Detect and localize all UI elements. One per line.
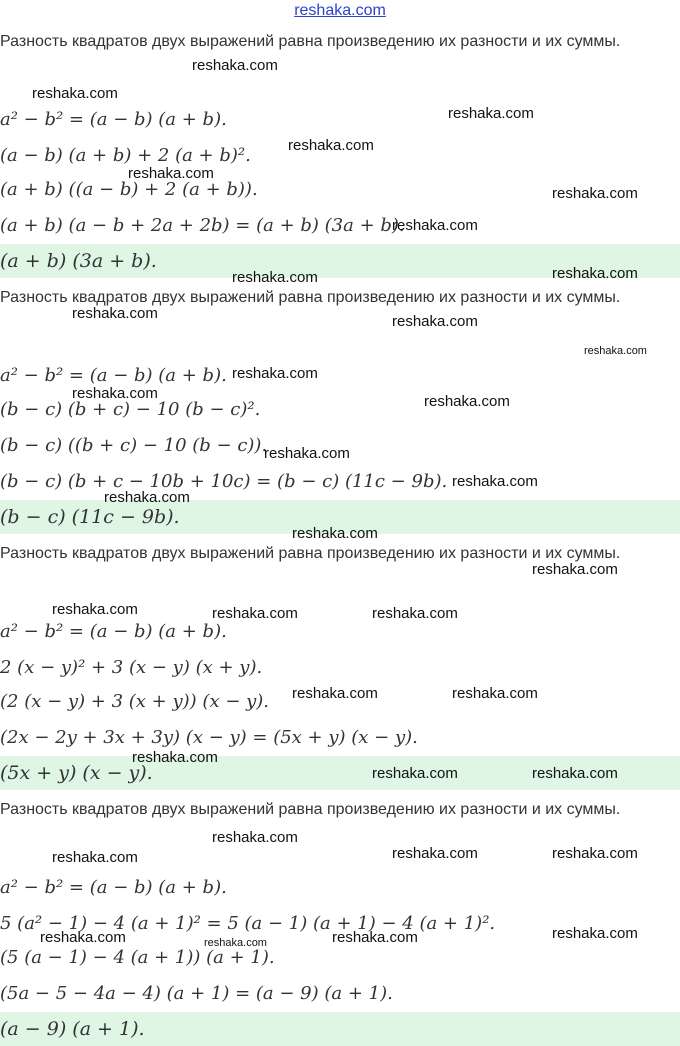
- section-3-line-4: (2x − 2y + 3x + 3y) (x − y) = (5x + y) (x − y).: [0, 727, 418, 748]
- watermark: reshaka.com: [584, 345, 647, 357]
- section-4-line-4: (5a − 5 − 4a − 4) (a + 1) = (a − 9) (a + 1).: [0, 983, 393, 1004]
- watermark: reshaka.com: [52, 601, 138, 618]
- watermark: reshaka.com: [32, 85, 118, 102]
- section-4-answer: (a − 9) (a + 1).: [0, 1012, 680, 1046]
- watermark: reshaka.com: [292, 525, 378, 542]
- watermark: reshaka.com: [372, 605, 458, 622]
- section-1-line-2: (a − b) (a + b) + 2 (a + b)².: [0, 145, 251, 166]
- watermark: reshaka.com: [52, 849, 138, 866]
- watermark: reshaka.com: [292, 685, 378, 702]
- section-4-line-3: (5 (a − 1) − 4 (a + 1)) (a + 1).: [0, 947, 275, 968]
- watermark: reshaka.com: [532, 765, 618, 782]
- watermark: reshaka.com: [212, 829, 298, 846]
- section-4-intro: Разность квадратов двух выражений равна произведению их разности и их суммы.: [0, 801, 621, 818]
- watermark: reshaka.com: [332, 929, 418, 946]
- watermark: reshaka.com: [72, 385, 158, 402]
- watermark: reshaka.com: [204, 937, 267, 949]
- section-4-line-1: a² − b² = (a − b) (a + b).: [0, 877, 227, 898]
- section-3-answer: (5x + y) (x − y).: [0, 756, 680, 790]
- section-1-answer: (a + b) (3a + b).: [0, 244, 680, 278]
- section-2-answer: (b − c) (11c − 9b).: [0, 500, 680, 534]
- watermark: reshaka.com: [392, 217, 478, 234]
- section-2-line-3: (b − c) ((b + c) − 10 (b − c)).: [0, 435, 268, 456]
- watermark: reshaka.com: [72, 305, 158, 322]
- watermark: reshaka.com: [104, 489, 190, 506]
- section-3-line-2: 2 (x − y)² + 3 (x − y) (x + y).: [0, 657, 263, 678]
- section-2-intro: Разность квадратов двух выражений равна произведению их разности и их суммы.: [0, 289, 621, 306]
- section-2-line-1: a² − b² = (a − b) (a + b).: [0, 365, 227, 386]
- section-3-line-3: (2 (x − y) + 3 (x + y)) (x − y).: [0, 691, 270, 712]
- section-4-line-2: 5 (a² − 1) − 4 (a + 1)² = 5 (a − 1) (a + 1) − 4 (a + 1)².: [0, 913, 496, 934]
- section-3-line-1: a² − b² = (a − b) (a + b).: [0, 621, 227, 642]
- watermark: reshaka.com: [392, 845, 478, 862]
- watermark: reshaka.com: [128, 165, 214, 182]
- watermark: reshaka.com: [552, 265, 638, 282]
- watermark: reshaka.com: [132, 749, 218, 766]
- watermark: reshaka.com: [372, 765, 458, 782]
- watermark: reshaka.com: [232, 365, 318, 382]
- watermark: reshaka.com: [452, 473, 538, 490]
- watermark: reshaka.com: [552, 925, 638, 942]
- watermark: reshaka.com: [424, 393, 510, 410]
- watermark: reshaka.com: [192, 57, 278, 74]
- site-link[interactable]: reshaka.com: [294, 2, 386, 19]
- section-2-line-2: (b − c) (b + c) − 10 (b − c)².: [0, 399, 261, 420]
- watermark: reshaka.com: [392, 313, 478, 330]
- section-2-line-4: (b − c) (b + c − 10b + 10c) = (b − c) (11c − 9b).: [0, 471, 448, 492]
- section-1-line-1: a² − b² = (a − b) (a + b).: [0, 109, 227, 130]
- section-1-line-4: (a + b) (a − b + 2a + 2b) = (a + b) (3a + b).: [0, 215, 405, 236]
- watermark: reshaka.com: [552, 185, 638, 202]
- watermark: reshaka.com: [288, 137, 374, 154]
- watermark: reshaka.com: [40, 929, 126, 946]
- section-3-intro: Разность квадратов двух выражений равна произведению их разности и их суммы.: [0, 545, 621, 562]
- watermark: reshaka.com: [264, 445, 350, 462]
- watermark: reshaka.com: [552, 845, 638, 862]
- watermark: reshaka.com: [212, 605, 298, 622]
- watermark: reshaka.com: [448, 105, 534, 122]
- section-1-intro: Разность квадратов двух выражений равна произведению их разности и их суммы.: [0, 33, 621, 50]
- watermark: reshaka.com: [232, 269, 318, 286]
- watermark: reshaka.com: [452, 685, 538, 702]
- section-1-line-3: (a + b) ((a − b) + 2 (a + b)).: [0, 179, 258, 200]
- watermark: reshaka.com: [532, 561, 618, 578]
